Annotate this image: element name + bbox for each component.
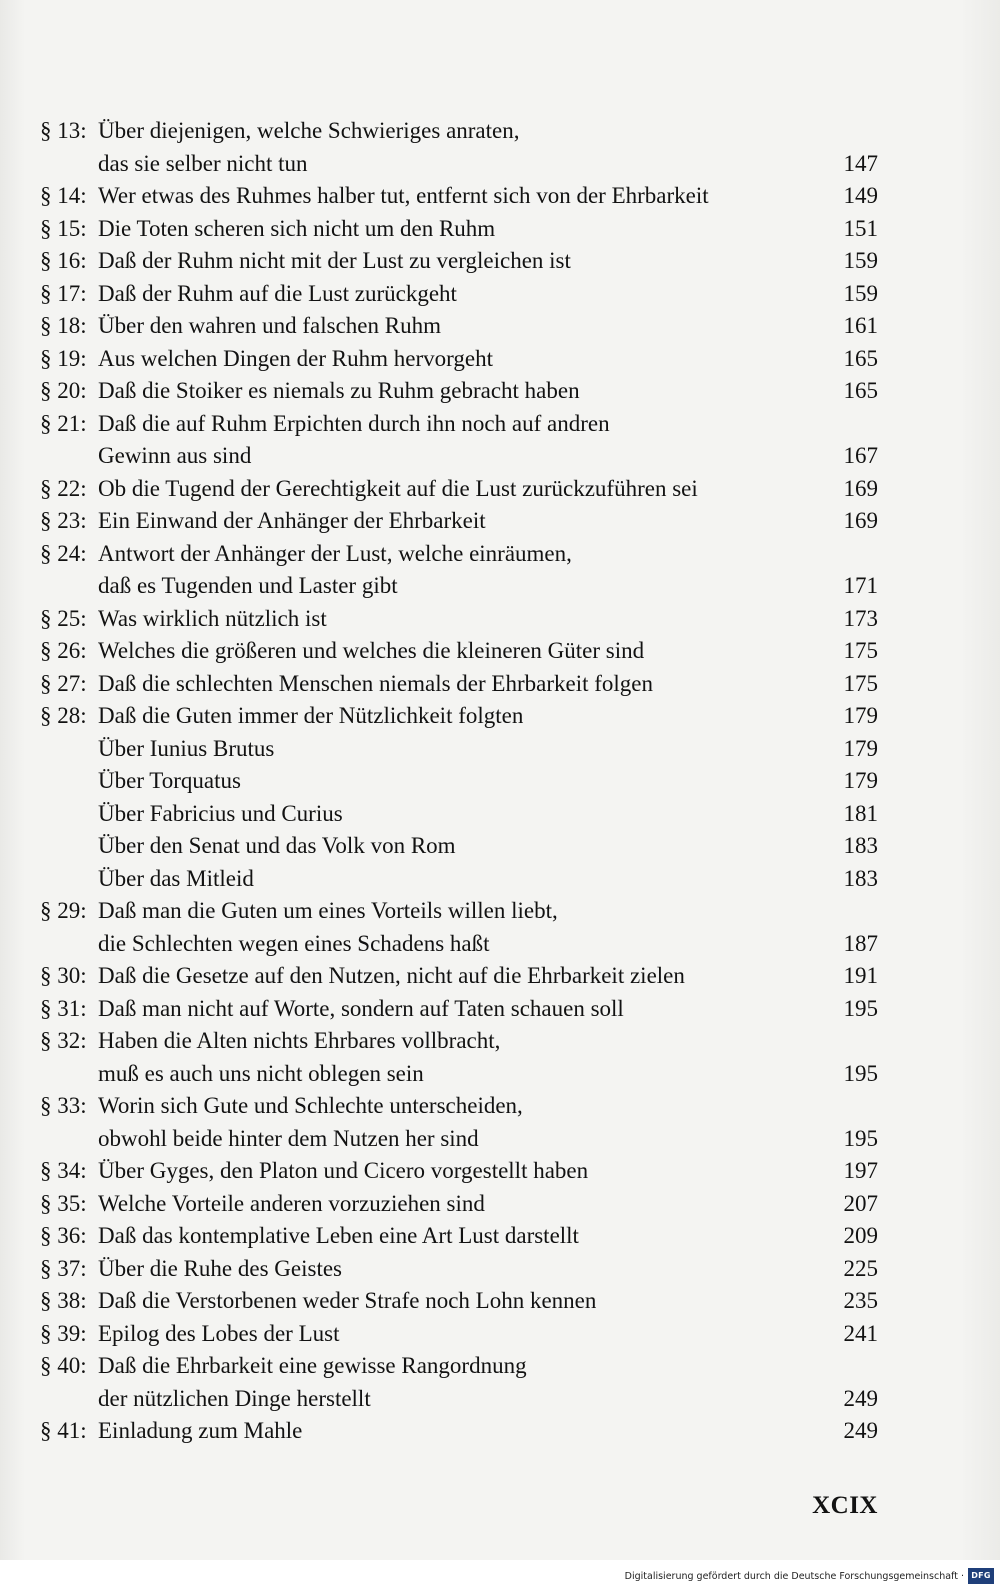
toc-section-number: § 27: xyxy=(40,670,87,696)
toc-entry-title: daß es Tugenden und Laster gibt xyxy=(98,573,398,598)
toc-entry-title: Daß die Gesetze auf den Nutzen, nicht auf die Ehrbarkeit zielen xyxy=(98,963,685,988)
toc-page-number: 207 xyxy=(843,1190,878,1216)
toc-section-number: § 22: xyxy=(40,475,87,501)
toc-entry-title: der nützlichen Dinge herstellt xyxy=(98,1385,371,1411)
toc-section-number: § 41: xyxy=(40,1418,87,1443)
toc-entry-title: Welches die größeren und welches die kleineren Güter sind xyxy=(98,638,645,663)
toc-entry-title: Daß der Ruhm nicht mit der Lust zu vergleichen ist xyxy=(98,248,571,273)
toc-section-number: § 34: xyxy=(40,1158,87,1183)
toc-entry-title: Was wirklich nützlich ist xyxy=(98,605,327,631)
toc-entry-title: Über Iunius Brutus xyxy=(98,735,275,761)
toc-page-number: 169 xyxy=(843,475,878,501)
toc-row xyxy=(40,115,878,148)
toc-entry-title: Welche Vorteile anderen vorzuziehen sind xyxy=(98,1190,485,1216)
toc-entry-title: Über die Ruhe des Geistes xyxy=(98,1255,342,1281)
toc-entry-title: Die Toten scheren sich nicht um den Ruhm xyxy=(98,215,496,241)
toc-section-number: § 39: xyxy=(40,1320,87,1346)
toc-section-number: § 21: xyxy=(40,410,87,436)
toc-page-number: 175 xyxy=(843,670,878,696)
toc-page-number: 173 xyxy=(843,605,878,631)
toc-page-number: 195 xyxy=(843,1125,878,1151)
toc-row xyxy=(40,1058,878,1091)
toc-page-number: 209 xyxy=(843,1223,878,1248)
toc-section-number: § 16: xyxy=(40,248,87,273)
toc-row xyxy=(40,343,878,376)
toc-entry-title: Daß die Stoiker es niemals zu Ruhm gebracht haben xyxy=(98,378,580,403)
toc-entry-title: Über Fabricius und Curius xyxy=(98,800,343,826)
toc-row xyxy=(40,440,878,473)
toc-page-number: 187 xyxy=(843,930,878,956)
toc-page-number: 195 xyxy=(843,995,878,1021)
toc-row xyxy=(40,765,878,798)
toc-entry-title: Antwort der Anhänger der Lust, welche einräumen, xyxy=(98,540,572,566)
toc-entry-title: Über den Senat und das Volk von Rom xyxy=(98,833,456,858)
toc-page-number: 151 xyxy=(843,215,878,241)
toc-entry-title: Ob die Tugend der Gerechtigkeit auf die Lust zurückzuführen sei xyxy=(98,475,698,501)
toc-section-number: § 32: xyxy=(40,1028,87,1053)
toc-entry-title: Daß man nicht auf Worte, sondern auf Taten schauen soll xyxy=(98,995,624,1021)
toc-row xyxy=(40,1318,878,1351)
toc-section-number: § 28: xyxy=(40,703,87,728)
toc-row xyxy=(40,1220,878,1253)
toc-entry-title: Epilog des Lobes der Lust xyxy=(98,1320,340,1346)
toc-entry-title: Über den wahren und falschen Ruhm xyxy=(98,313,441,338)
toc-page-number: 225 xyxy=(843,1255,878,1281)
toc-section-number: § 17: xyxy=(40,280,87,306)
toc-page-number: 159 xyxy=(843,280,878,306)
toc-page-number: 191 xyxy=(843,963,878,988)
footer-credit: Digitalisierung gefördert durch die Deutsche Forschungsgemeinschaft · xyxy=(624,1571,964,1582)
toc-page-number: 235 xyxy=(843,1288,878,1313)
toc-entry-title: Daß das kontemplative Leben eine Art Lust darstellt xyxy=(98,1223,579,1248)
toc-row xyxy=(40,538,878,571)
toc-entry-title: Worin sich Gute und Schlechte unterscheiden, xyxy=(98,1093,523,1118)
toc-section-number: § 29: xyxy=(40,898,87,923)
toc-entry-title: Wer etwas des Ruhmes halber tut, entfernt sich von der Ehrbarkeit xyxy=(98,183,709,208)
toc-entry-title: Einladung zum Mahle xyxy=(98,1418,303,1443)
toc-entry-title: muß es auch uns nicht oblegen sein xyxy=(98,1060,424,1086)
toc-page-number: 241 xyxy=(843,1320,878,1346)
toc-row xyxy=(40,1285,878,1318)
toc-section-number: § 13: xyxy=(40,118,87,143)
toc-row xyxy=(40,310,878,343)
digitization-footer xyxy=(0,1560,1000,1596)
toc-section-number: § 20: xyxy=(40,378,87,403)
toc-section-number: § 18: xyxy=(40,313,87,338)
toc-page-number: 181 xyxy=(843,800,878,826)
toc-section-number: § 33: xyxy=(40,1093,87,1118)
toc-page-number: 197 xyxy=(843,1158,878,1183)
toc-page-number: 183 xyxy=(843,833,878,858)
toc-row xyxy=(40,830,878,863)
toc-entry-title: Daß der Ruhm auf die Lust zurückgeht xyxy=(98,280,457,306)
toc-entry-title: Daß die Guten immer der Nützlichkeit folgten xyxy=(98,703,524,728)
toc-page-number: 161 xyxy=(843,313,878,338)
toc-entry-title: Daß die schlechten Menschen niemals der Ehrbarkeit folgen xyxy=(98,670,653,696)
toc-page-number: 179 xyxy=(843,703,878,728)
toc-page-number: 149 xyxy=(843,183,878,208)
toc-row xyxy=(40,213,878,246)
toc-section-number: § 19: xyxy=(40,345,87,371)
toc-section-number: § 15: xyxy=(40,215,87,241)
toc-row xyxy=(40,1415,878,1448)
toc-entry-title: Über das Mitleid xyxy=(98,865,254,891)
toc-entry-title: das sie selber nicht tun xyxy=(98,150,308,176)
toc-row xyxy=(40,863,878,896)
toc-row xyxy=(40,570,878,603)
toc-entry-title: Aus welchen Dingen der Ruhm hervorgeht xyxy=(98,345,493,371)
toc-page-number: 171 xyxy=(843,573,878,598)
toc-entry-title: obwohl beide hinter dem Nutzen her sind xyxy=(98,1125,479,1151)
toc-row xyxy=(40,278,878,311)
toc-row xyxy=(40,1123,878,1156)
toc-row xyxy=(40,993,878,1026)
toc-page-number: 165 xyxy=(843,378,878,403)
toc-page-number: 159 xyxy=(843,248,878,273)
toc-section-number: § 14: xyxy=(40,183,87,208)
toc-row xyxy=(40,895,878,928)
toc-entry-title: Gewinn aus sind xyxy=(98,443,252,468)
toc-row xyxy=(40,733,878,766)
toc-page-number: 165 xyxy=(843,345,878,371)
toc-section-number: § 37: xyxy=(40,1255,87,1281)
toc-entry-title: Ein Einwand der Anhänger der Ehrbarkeit xyxy=(98,508,486,533)
toc-page-number: 179 xyxy=(843,768,878,793)
toc-row xyxy=(40,1188,878,1221)
toc-entry-title: Über diejenigen, welche Schwieriges anraten, xyxy=(98,118,520,143)
dfg-logo-icon: DFG xyxy=(968,1568,994,1584)
toc-page-number: 183 xyxy=(843,865,878,891)
toc-row xyxy=(40,1025,878,1058)
toc-entry-title: Haben die Alten nichts Ehrbares vollbracht, xyxy=(98,1028,501,1053)
toc-entry-title: Daß die Ehrbarkeit eine gewisse Rangordnung xyxy=(98,1353,527,1378)
toc-section-number: § 23: xyxy=(40,508,87,533)
toc-page-number: 195 xyxy=(843,1060,878,1086)
toc-row xyxy=(40,148,878,181)
toc-page-number: 179 xyxy=(843,735,878,761)
toc-row xyxy=(40,1155,878,1188)
toc-section-number: § 24: xyxy=(40,540,87,566)
toc-entry-title: Daß die auf Ruhm Erpichten durch ihn noch auf andren xyxy=(98,410,610,436)
toc-row xyxy=(40,928,878,961)
toc-row xyxy=(40,375,878,408)
toc-row xyxy=(40,1253,878,1286)
toc-section-number: § 40: xyxy=(40,1353,87,1378)
toc-row xyxy=(40,635,878,668)
toc-row xyxy=(40,473,878,506)
toc-row xyxy=(40,180,878,213)
toc-page-number: 167 xyxy=(843,443,878,468)
toc-row xyxy=(40,603,878,636)
toc-row xyxy=(40,1383,878,1416)
toc-row xyxy=(40,245,878,278)
toc-section-number: § 31: xyxy=(40,995,87,1021)
toc-page-number: 169 xyxy=(843,508,878,533)
toc-entry-title: Daß die Verstorbenen weder Strafe noch Lohn kennen xyxy=(98,1288,597,1313)
toc-entry-title: Über Gyges, den Platon und Cicero vorgestellt haben xyxy=(98,1158,589,1183)
toc-page-number: 147 xyxy=(843,150,878,176)
toc-entry-title: Über Torquatus xyxy=(98,768,241,793)
toc-section-number: § 38: xyxy=(40,1288,87,1313)
toc-entry-title: die Schlechten wegen eines Schadens haßt xyxy=(98,930,490,956)
toc-row xyxy=(40,408,878,441)
toc-page-number: 249 xyxy=(843,1418,878,1443)
toc-row xyxy=(40,1350,878,1383)
page-number-roman: XCIX xyxy=(812,1492,878,1519)
toc-row xyxy=(40,505,878,538)
toc-section-number: § 36: xyxy=(40,1223,87,1248)
toc-row xyxy=(40,798,878,831)
toc-row xyxy=(40,1090,878,1123)
toc-row xyxy=(40,960,878,993)
toc-section-number: § 26: xyxy=(40,638,87,663)
toc-row xyxy=(40,668,878,701)
toc-section-number: § 35: xyxy=(40,1190,87,1216)
toc-page-number: 249 xyxy=(843,1385,878,1411)
toc-section-number: § 25: xyxy=(40,605,87,631)
toc-section-number: § 30: xyxy=(40,963,87,988)
toc-row xyxy=(40,700,878,733)
toc-page-number: 175 xyxy=(843,638,878,663)
table-of-contents xyxy=(40,115,878,1448)
toc-entry-title: Daß man die Guten um eines Vorteils willen liebt, xyxy=(98,898,558,923)
